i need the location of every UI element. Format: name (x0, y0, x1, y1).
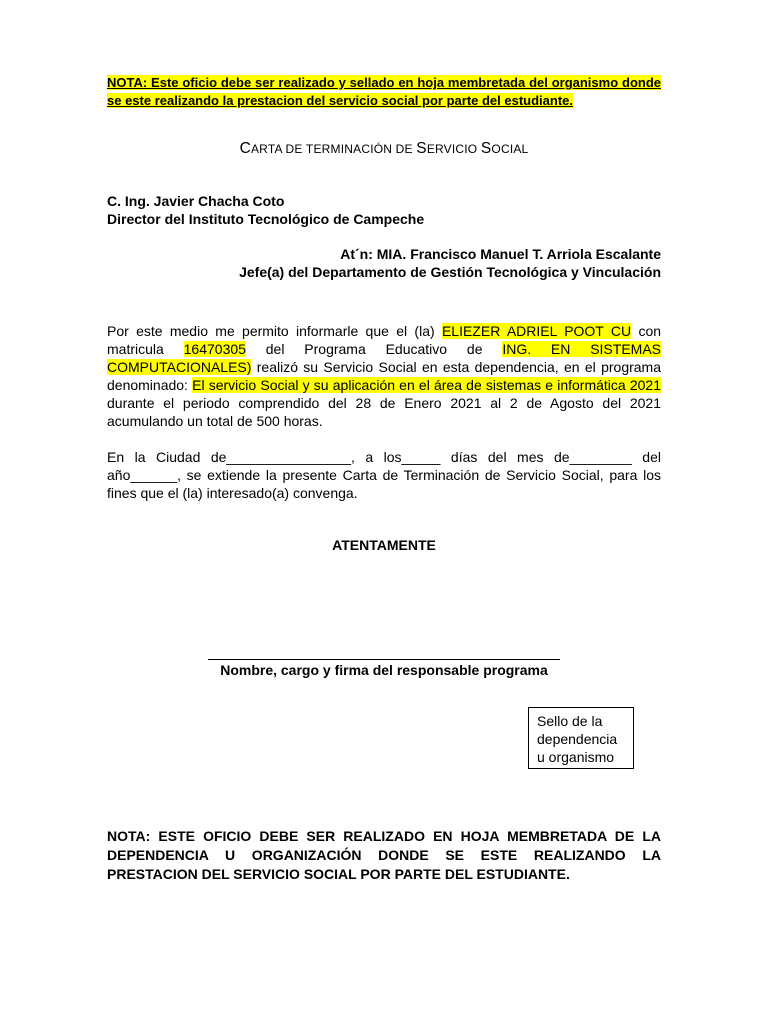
body1-text-5: durante el periodo comprendido del 28 de Enero 2021 al 2 de Agosto del 2021 acumulando un total de 500 horas. (107, 395, 661, 429)
body1-text-2: con matricula (107, 323, 662, 357)
signature-line (208, 659, 560, 660)
title-initial-c: C (239, 140, 251, 157)
seal-box: Sello de la dependencia u organismo (528, 707, 634, 769)
bottom-note: NOTA: ESTE OFICIO DEBE SER REALIZADO EN HOJA MEMBRETADA DE LA DEPENDENCIA U ORGANIZACIÓN DONDE SE ESTE REALIZANDO LA PRESTACION DEL SERVICIO SOCIAL POR PARTE DEL ESTUDIANTE. (107, 828, 661, 882)
title-part-3: OCIAL (491, 142, 529, 156)
top-note-text: NOTA: Este oficio debe ser realizado y sellado en hoja membretada del organismo donde se este realizando la prestacion del servicio social por parte del estudiante. (107, 75, 661, 108)
program-name: El servicio Social y su aplicación en el área de sistemas e informática 2021 (192, 377, 662, 393)
signature-label: Nombre, cargo y firma del responsable programa (220, 662, 548, 678)
attention-role: Jefe(a) del Departamento de Gestión Tecnológica y Vinculación (239, 264, 661, 280)
body-paragraph-2: En la Ciudad de________________, a los_____ días del mes de________ del año______, se extiende la presente Carta de Terminación de Servicio Social, para los fines que el (la) interesado(a) convenga. (107, 449, 661, 501)
recipient-name: C. Ing. Javier Chacha Coto (107, 193, 285, 209)
body-paragraph-1 (107, 322, 661, 430)
document-page (107, 0, 661, 1024)
closing: ATENTAMENTE (332, 537, 436, 553)
title-initial-s2: S (480, 140, 492, 157)
body1-text-3: del Programa Educativo de (245, 341, 503, 357)
attention-name: At´n: MIA. Francisco Manuel T. Arriola Escalante (340, 246, 661, 262)
title-initial-s1: S (416, 140, 427, 157)
top-note (107, 74, 661, 110)
educational-program: ING. EN SISTEMAS COMPUTACIONALES) (107, 341, 661, 375)
recipient-block (107, 192, 661, 228)
body1-text-1: Por este medio me permito informarle que el (la) (107, 323, 442, 339)
title-part-2: ERVICIO (426, 142, 481, 156)
title-part-1: ARTA DE TERMINACIÓN DE (250, 142, 417, 156)
student-name: ELIEZER ADRIEL POOT CU (441, 323, 632, 339)
attention-block (107, 245, 661, 281)
document-title (107, 140, 661, 158)
student-matricula: 16470305 (183, 341, 246, 357)
recipient-role: Director del Instituto Tecnológico de Campeche (107, 211, 425, 227)
body1-text-4: realizó su Servicio Social en esta dependencia, en el programa denominado: (107, 359, 661, 393)
